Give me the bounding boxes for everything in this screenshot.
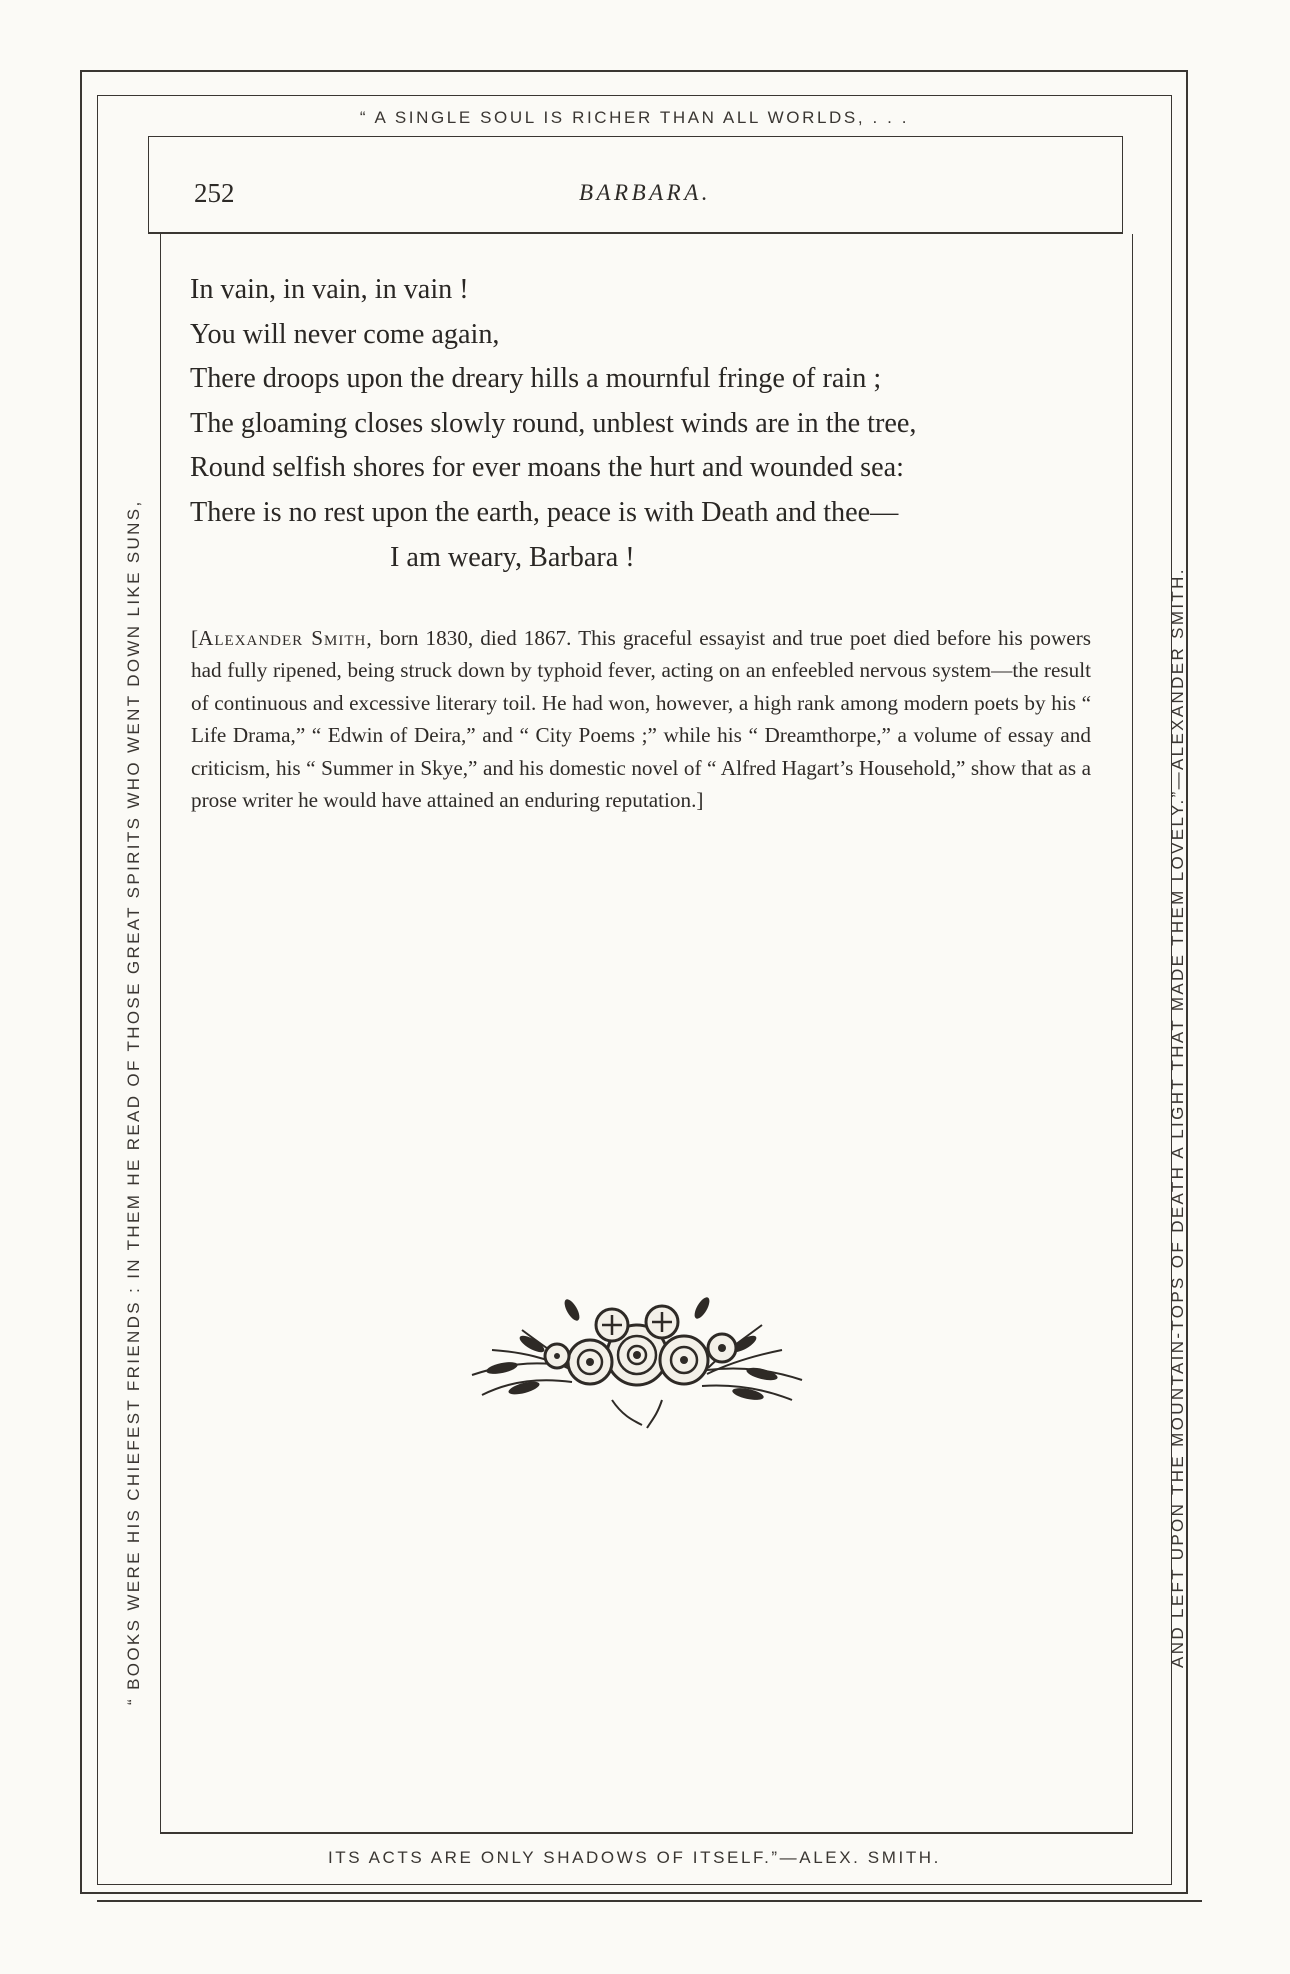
poem-line: In vain, in vain, in vain ! [190,274,469,305]
poem-line: There is no rest upon the earth, peace is with Death and thee— [190,496,899,528]
border-quote-top: “ A SINGLE SOUL IS RICHER THAN ALL WORLDS, . . . [359,108,910,127]
border-quote-left: “ BOOKS WERE HIS CHIEFEST FRIENDS : IN THEM HE READ OF THOSE GREAT SPIRITS WHO WENT DOWN LIKE SUNS, [124,499,143,1705]
poem-stanza [190,268,1100,580]
note-author: Alexander Smith, [198,626,373,650]
page-number: 252 [194,178,235,208]
poem-line: The gloaming closes slowly round, unblest winds are in the tree, [190,407,917,439]
floral-vignette-icon [462,1270,812,1430]
running-title: BARBARA. [578,180,712,205]
border-quote-bottom: ITS ACTS ARE ONLY SHADOWS OF ITSELF.”—ALEX. SMITH. [327,1848,942,1867]
note-bracket-close: ] [696,788,704,813]
poem-line: There droops upon the dreary hills a mournful fringe of rain ; [190,363,882,395]
poem-line: You will never come again, [190,318,500,350]
poem-line-final: I am weary, Barbara ! [390,541,635,573]
bottom-rule [97,1900,1202,1902]
border-quote-right: AND LEFT UPON THE MOUNTAIN-TOPS OF DEATH A LIGHT THAT MADE THEM LOVELY.”—ALEXANDER SMITH. [1168,567,1187,1668]
note-text: born 1830, died 1867. This graceful essayist and true poet died before his powers had fully ripened, being struck down by typhoid fever, acting on an enfeebled nervous system—the result of continuous and excessive literary toil. He had won, however, a high rank among modern poets by his “ Life Drama,” “ Edwin of Deira,” and “ City Poems ;” while his “ Dreamthorpe,” a volume of essay and criticism, his “ Summer in Skye,” and his domestic novel of “ Alfred Hagart’s Household,” show that as a prose writer he would have attained an enduring reputation. [191,626,1091,813]
poem-line: Round selfish shores for ever moans the hurt and wounded sea: [190,452,904,484]
biographical-note [191,622,1091,816]
note-bracket-open: [ [191,626,199,650]
